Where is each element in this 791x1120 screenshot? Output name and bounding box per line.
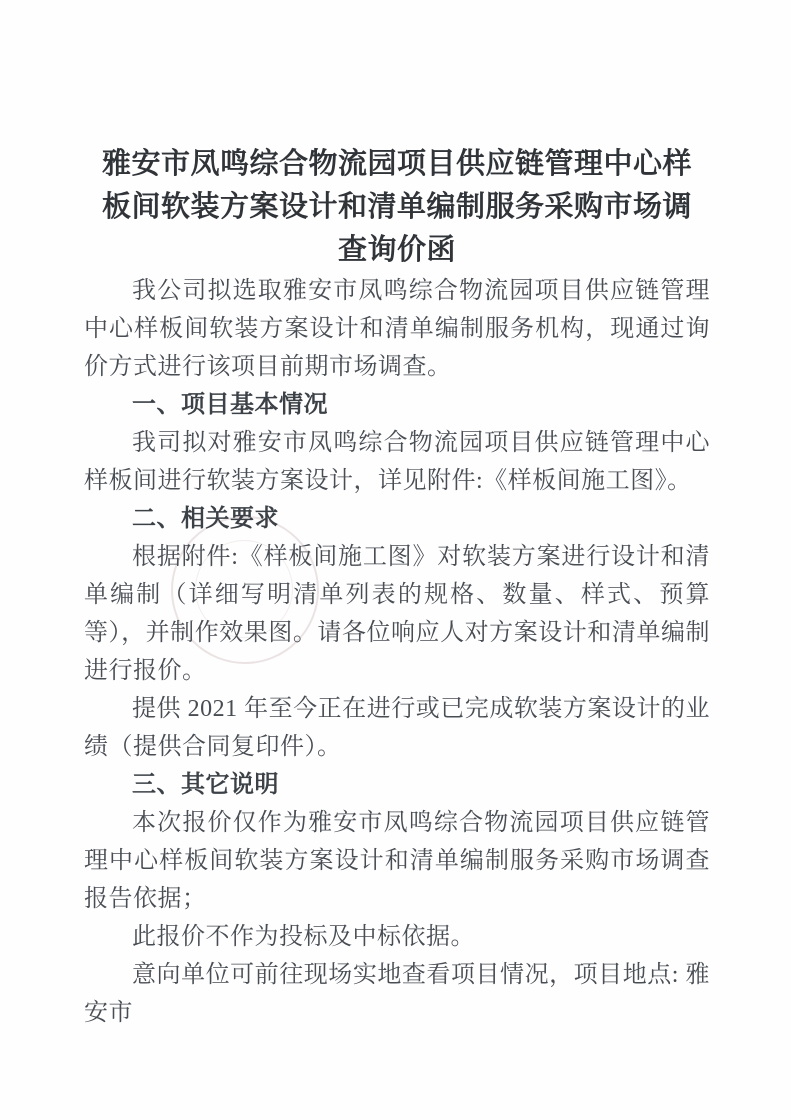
section-1-paragraph: 我司拟对雅安市凤鸣综合物流园项目供应链管理中心样板间进行软装方案设计，详见附件:《样板间施工图》。 [84,430,710,494]
section-2-paragraph-2: 提供 2021 年至今正在进行或已完成软装方案设计的业绩（提供合同复印件）。 [84,696,710,760]
document-title-line-3: 查询价函 [337,234,456,266]
document-title [84,143,710,272]
section-3-paragraph-3: 意向单位可前往现场实地查看项目情况，项目地点: 雅安市 [84,962,710,1026]
section-3-heading: 三、其它说明 [132,771,279,798]
section-2-paragraph-1: 根据附件:《样板间施工图》对软装方案进行设计和清单编制（详细写明清单列表的规格、数量、样式、预算等），并制作效果图。请各位响应人对方案设计和清单编制进行报价。 [84,544,710,684]
section-3-paragraph-1: 本次报价仅作为雅安市凤鸣综合物流园项目供应链管理中心样板间软装方案设计和清单编制服务采购市场调查报告依据； [84,810,710,912]
section-2-heading: 二、相关要求 [132,505,279,532]
section-1-heading: 一、项目基本情况 [132,391,328,418]
document-title-line-1: 雅安市凤鸣综合物流园项目供应链管理中心样 [101,148,692,180]
section-3-paragraph-2: 此报价不作为投标及中标依据。 [132,924,475,950]
document-title-line-2: 板间软装方案设计和清单编制服务采购市场调 [101,191,692,223]
intro-paragraph: 我公司拟选取雅安市凤鸣综合物流园项目供应链管理中心样板间软装方案设计和清单编制服务机构，现通过询价方式进行该项目前期市场调查。 [84,278,710,380]
